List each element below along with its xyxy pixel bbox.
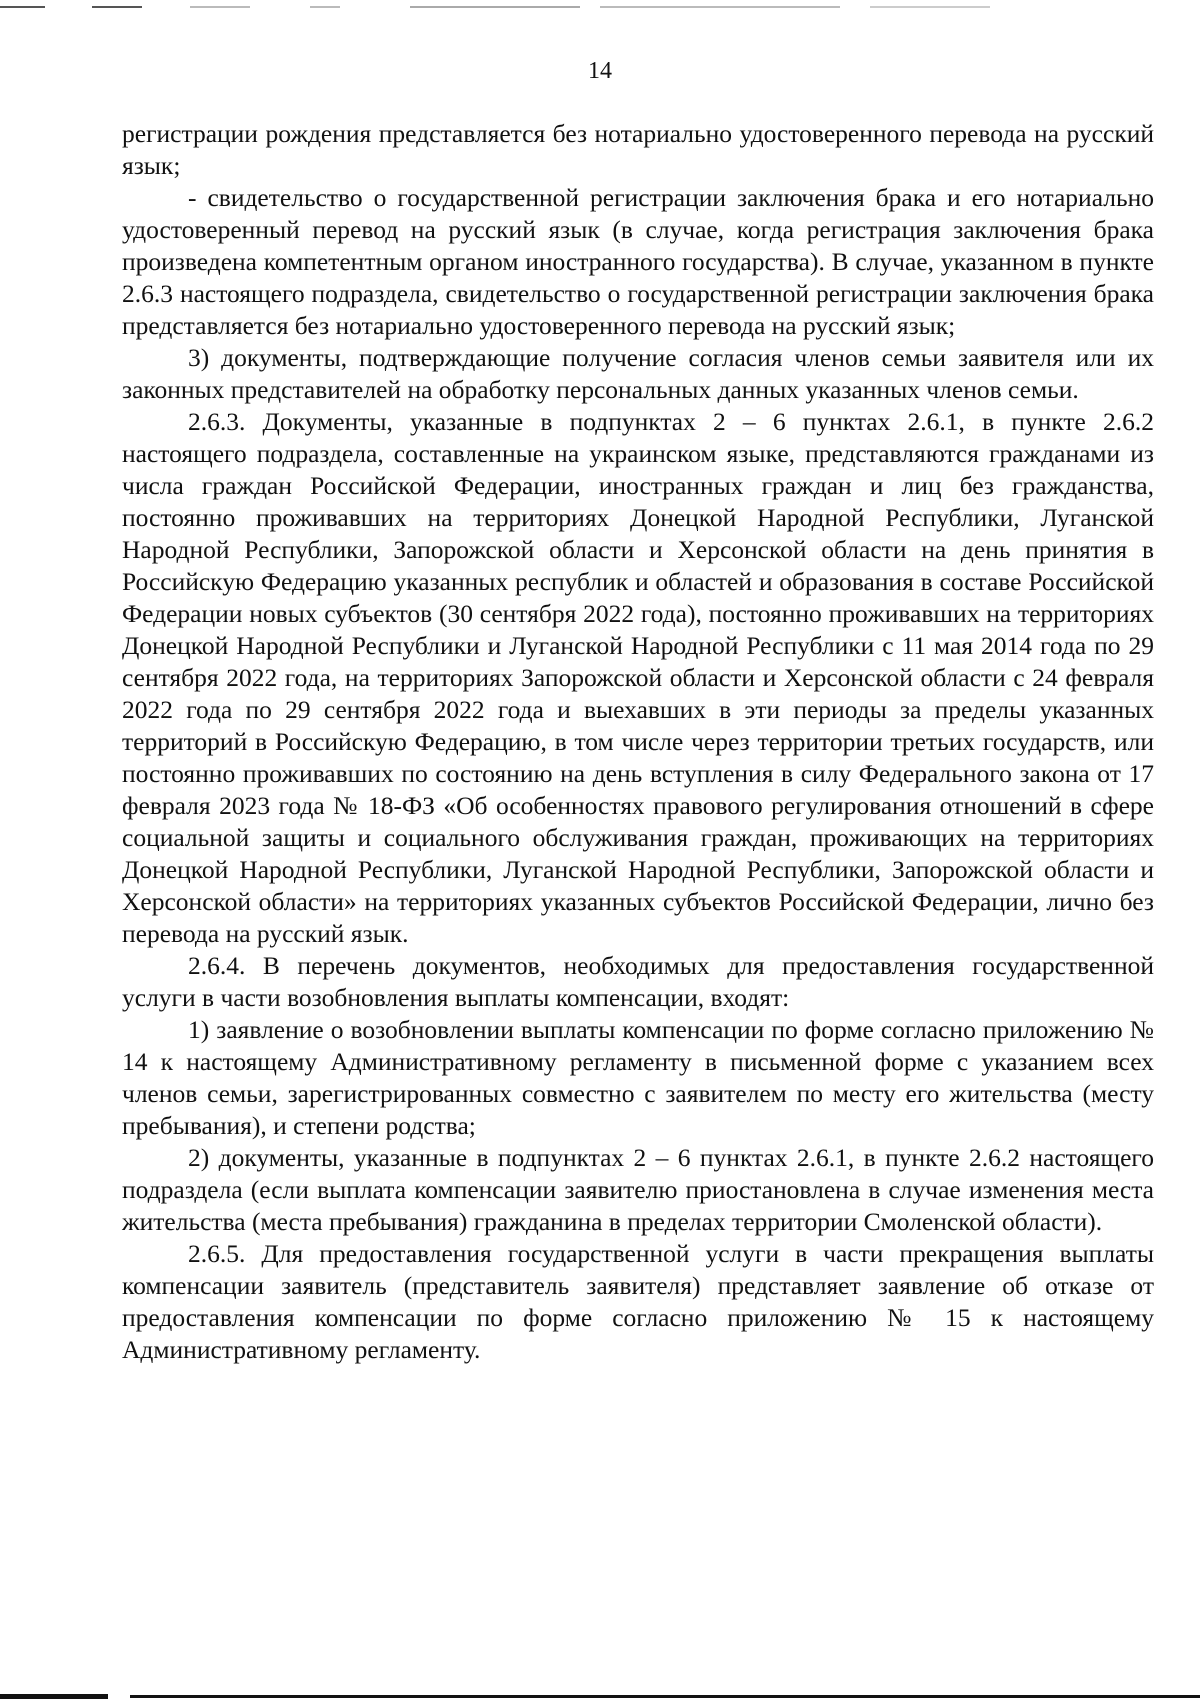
paragraph-consent-documents: 3) документы, подтверждающие получение согласия членов семьи заявителя или их законных представителей на обработку персональных данных указанных членов семьи. [122, 343, 1154, 404]
paragraph-2-6-4: 2.6.4. В перечень документов, необходимых для предоставления государственной услуги в части возобновления выплаты компенсации, входят: [122, 951, 1154, 1012]
paragraph-continuation: регистрации рождения представляется без нотариально удостоверенного перевода на русский язык; [122, 119, 1154, 180]
paragraph-resumption-documents: 2) документы, указанные в подпунктах 2 – 6 пунктах 2.6.1, в пункте 2.6.2 настоящего подраздела (если выплата компенсации заявителю приостановлена в случае изменения места жительства (места пребывания) гражданина в пределах территории Смоленской области). [122, 1143, 1154, 1236]
paragraph-2-6-3: 2.6.3. Документы, указанные в подпунктах 2 – 6 пунктах 2.6.1, в пункте 2.6.2 настоящего подраздела, составленные на украинском языке, представляются гражданами из числа граждан Российской Федерации, иностранных граждан и лиц без гражданства, постоянно проживавших на территориях Донецкой Народной Республики, Луганской Народной Республики, Запорожской области и Херсонской области на день принятия в Российскую Федерацию указанных республик и областей и образования в составе Российской Федерации новых субъектов (30 сентября 2022 года), постоянно проживавших на территориях Донецкой Народной Республики и Луганской Народной Республики с 11 мая 2014 года по 29 сентября 2022 года, на территориях Запорожской области и Херсонской области с 24 февраля 2022 года по 29 сентября 2022 года и выехавших в эти периоды за пределы указанных территорий в Российскую Федерацию, в том числе через территории третьих государств, или постоянно проживавших по состоянию на день вступления в силу Федерального закона от 17 февраля 2023 года № 18-ФЗ «Об особенностях правового регулирования отношений в сфере социальной защиты и социального обслуживания граждан, проживающих на территориях Донецкой Народной Республики, Луганской Народной Республики, Запорожской области и Херсонской области» на территориях указанных субъектов Российской Федерации, лично без перевода на русский язык. [122, 407, 1154, 948]
document-body [122, 118, 1154, 1366]
paragraph-marriage-certificate: - свидетельство о государственной регистрации заключения брака и его нотариально удостоверенный перевод на русский язык (в случае, когда регистрация заключения брака произведена компетентным органом иностранного государства). В случае, указанном в пункте 2.6.3 настоящего подраздела, свидетельство о государственной регистрации заключения брака представляется без нотариально удостоверенного перевода на русский язык; [122, 183, 1154, 340]
paragraph-2-6-5: 2.6.5. Для предоставления государственной услуги в части прекращения выплаты компенсации заявитель (представитель заявителя) представляет заявление об отказе от предоставления компенсации по форме согласно приложению № 15 к настоящему Административному регламенту. [122, 1239, 1154, 1364]
scan-artifact-top [0, 0, 1200, 12]
scan-artifact-bottom [0, 1690, 1200, 1703]
page-number: 14 [588, 58, 612, 84]
paragraph-resumption-application: 1) заявление о возобновлении выплаты компенсации по форме согласно приложению № 14 к настоящему Административному регламенту в письменной форме с указанием всех членов семьи, зарегистрированных совместно с заявителем по месту его жительства (месту пребывания), и степени родства; [122, 1015, 1154, 1140]
